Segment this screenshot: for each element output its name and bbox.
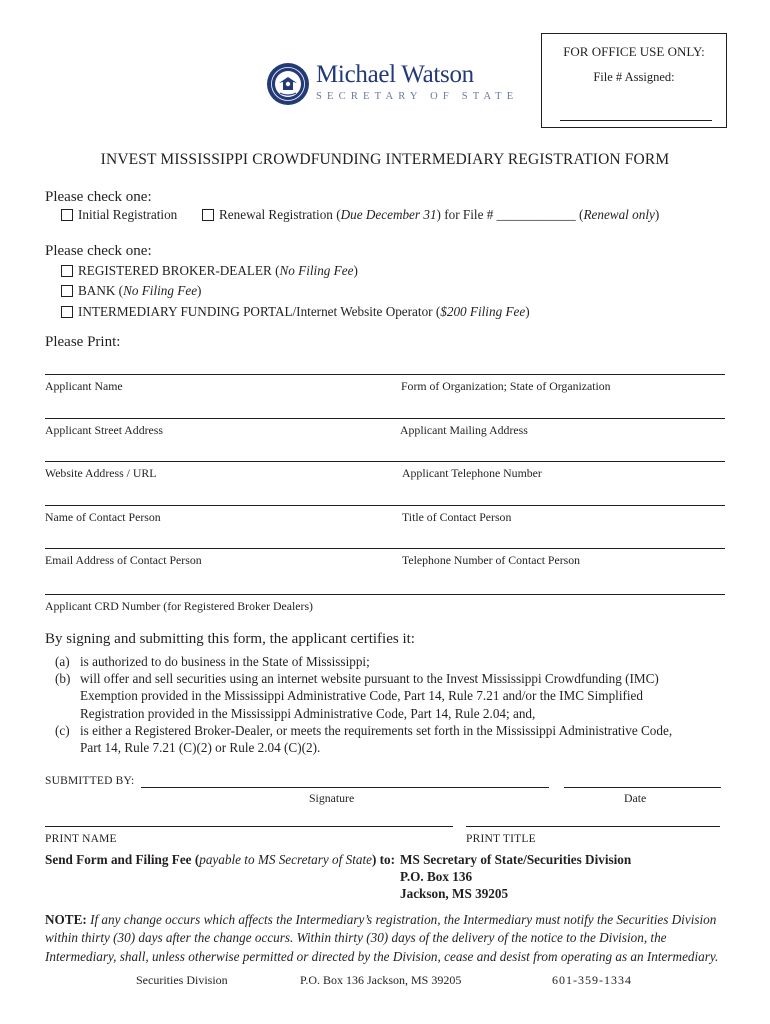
note-paragraph [45,911,735,966]
item-marker: (a) [55,654,70,669]
print-name-line[interactable] [45,826,453,827]
cert-line: Registration provided in the Mississippi Administrative Code, Part 14, Rule 2.04; and, [80,705,536,721]
mailing-address-line-2: P.O. Box 136 [400,869,473,884]
file-number-line [560,120,712,121]
renewal-registration-checkbox[interactable] [202,209,214,221]
office-use-box [541,33,727,128]
secretary-name: Michael Watson [316,61,474,88]
contact-name-label: Name of Contact Person [45,510,161,524]
please-print-label: Please Print: [45,334,121,350]
form-title: INVEST MISSISSIPPI CROWDFUNDING INTERMEDIARY REGISTRATION FORM [100,151,670,168]
cert-line: is either a Registered Broker-Dealer, or meets the requirements set forth in the Mississippi Administrative Code, [80,722,673,738]
item-marker: (b) [55,671,71,687]
renewal-registration-label: Renewal Registration (Due December 31) for File # ____________ (Renewal only) [219,207,660,222]
contact-email-line[interactable] [45,548,725,549]
certification-item-c [45,722,735,756]
certification-heading: By signing and submitting this form, the applicant certifies it: [45,631,415,647]
date-label: Date [624,791,647,805]
print-name-label: PRINT NAME [45,833,117,845]
certification-list [45,653,735,756]
office-use-title: FOR OFFICE USE ONLY: [563,44,705,59]
signature-line[interactable] [141,787,549,788]
signature-label: Signature [309,791,355,805]
initial-registration-option[interactable] [61,207,177,223]
seal-icon [266,62,310,106]
item-marker: (c) [55,722,70,738]
cert-line: is authorized to do business in the State of Mississippi; [80,654,370,669]
applicant-name-line[interactable] [45,374,725,375]
certification-item-a [45,653,735,670]
file-assigned-label: File # Assigned: [593,70,675,84]
secretary-of-state-title: SECRETARY OF STATE [316,91,519,102]
applicant-telephone-label: Applicant Telephone Number [402,466,542,480]
crd-label: Applicant CRD Number (for Registered Broker Dealers) [45,599,313,613]
contact-title-label: Title of Contact Person [402,510,512,524]
street-address-label: Applicant Street Address [45,423,163,437]
footer-division: Securities Division [136,973,228,987]
bank-checkbox[interactable] [61,285,73,297]
check-one-label-1: Please check one: [45,189,152,205]
footer-address: P.O. Box 136 Jackson, MS 39205 [300,973,462,987]
crd-line[interactable] [45,594,725,595]
address-line[interactable] [45,418,725,419]
bank-option[interactable] [61,283,201,299]
mailing-address-line-3: Jackson, MS 39205 [400,886,509,901]
funding-portal-label: INTERMEDIARY FUNDING PORTAL/Internet Website Operator ($200 Filing Fee) [78,304,530,319]
contact-line[interactable] [45,505,725,506]
website-phone-line[interactable] [45,461,725,462]
funding-portal-checkbox[interactable] [61,306,73,318]
mailing-address-line-1: MS Secretary of State/Securities Division [400,852,632,867]
print-title-label: PRINT TITLE [466,833,536,845]
footer-phone: 601-359-1334 [552,973,632,987]
cert-line: Part 14, Rule 7.21 (C)(2) or Rule 2.04 (C)(2). [80,740,321,756]
check-one-label-2: Please check one: [45,243,152,259]
website-label: Website Address / URL [45,466,157,480]
broker-dealer-option[interactable] [61,263,358,279]
bank-label: BANK (No Filing Fee) [78,283,202,298]
cert-line: Exemption provided in the Mississippi Administrative Code, Part 14, Rule 7.21 and/or the IMC Simplified [80,688,643,704]
send-form-instruction: Send Form and Filing Fee (payable to MS Secretary of State) to: [45,852,396,867]
note-text: If any change occurs which affects the Intermediary’s registration, the Intermediary must notify the Securities Division within thirty (30) days after the change occurs. Within thirty (30) days of the delivery of the notice to the Division, the Intermediary, shall, unless otherwise permitted or directed by the Division, cease and desist from operating as an Intermediary. [45,912,719,964]
contact-phone-label: Telephone Number of Contact Person [402,553,581,567]
initial-registration-label: Initial Registration [78,207,178,222]
contact-email-label: Email Address of Contact Person [45,553,202,567]
note-label: NOTE: [45,912,87,927]
certification-item-b [45,670,735,722]
mailing-address-label: Applicant Mailing Address [400,423,528,437]
initial-registration-checkbox[interactable] [61,209,73,221]
broker-dealer-checkbox[interactable] [61,265,73,277]
submitted-by-label: SUBMITTED BY: [45,775,135,787]
applicant-name-label: Applicant Name [45,379,123,393]
broker-dealer-label: REGISTERED BROKER-DEALER (No Filing Fee) [78,263,358,278]
cert-line: will offer and sell securities using an internet website pursuant to the Invest Mississippi Crowdfunding (IMC) [80,671,659,687]
renewal-registration-option[interactable] [202,207,659,223]
date-line[interactable] [564,787,721,788]
funding-portal-option[interactable] [61,304,530,320]
form-of-organization-label: Form of Organization; State of Organization [401,379,611,393]
print-title-line[interactable] [466,826,720,827]
